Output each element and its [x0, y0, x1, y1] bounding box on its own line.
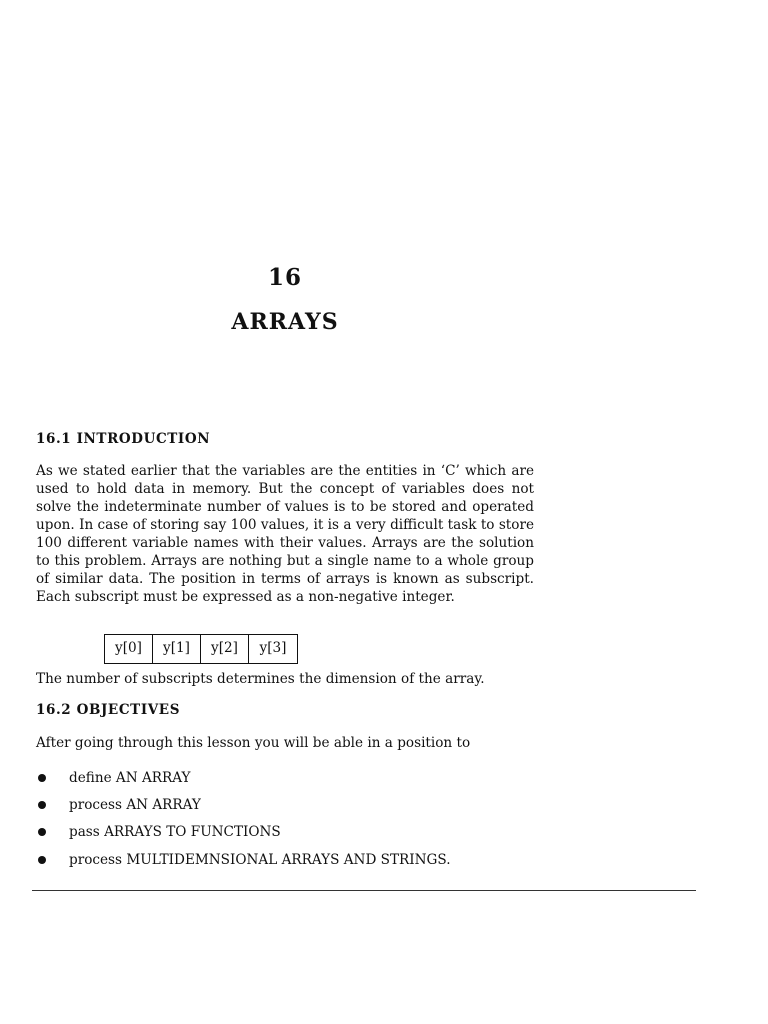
introduction-paragraph: As we stated earlier that the variables are the entities in ‘C’ which are used to hold data in memory. But the concept of variables does not solve the indeterminate number of values is to be stored and operated upon. In case of storing say 100 values, it is a very difficult task to store 100 different variable names with their values. Arrays are the solution to this problem. Arrays are nothing but a single name to a whole group of similar data. The position in terms of arrays is known as subscript. Each subscript must be expressed as a non-negative integer.: [36, 463, 534, 605]
section-heading-objectives: 16.2 OBJECTIVES: [36, 702, 181, 718]
list-item: [36, 819, 556, 846]
list-item-text: define AN ARRAY: [69, 769, 191, 786]
bullet-icon: [38, 801, 46, 809]
objectives-list: [36, 764, 556, 874]
list-item-text: process MULTIDEMNSIONAL ARRAYS AND STRINGS.: [69, 851, 451, 868]
bullet-icon: [38, 828, 46, 836]
list-item: [36, 791, 556, 818]
array-cell: y[0]: [105, 635, 153, 663]
array-cell: y[2]: [201, 635, 249, 663]
chapter-title: ARRAYS: [231, 309, 339, 335]
dimension-paragraph: The number of subscripts determines the dimension of the array.: [36, 671, 485, 687]
chapter-number: 16: [267, 264, 302, 291]
objectives-intro: After going through this lesson you will be able in a position to: [36, 735, 471, 751]
list-item-text: pass ARRAYS TO FUNCTIONS: [69, 824, 281, 841]
bottom-divider: [32, 890, 696, 891]
list-item-text: process AN ARRAY: [69, 797, 201, 814]
section-heading-introduction: 16.1 INTRODUCTION: [36, 431, 211, 447]
array-cell: y[1]: [153, 635, 201, 663]
bullet-icon: [38, 856, 46, 864]
bullet-icon: [38, 774, 46, 782]
array-cell: y[3]: [259, 640, 287, 656]
list-item: [36, 764, 556, 791]
array-diagram: [104, 634, 298, 664]
list-item: [36, 846, 556, 873]
